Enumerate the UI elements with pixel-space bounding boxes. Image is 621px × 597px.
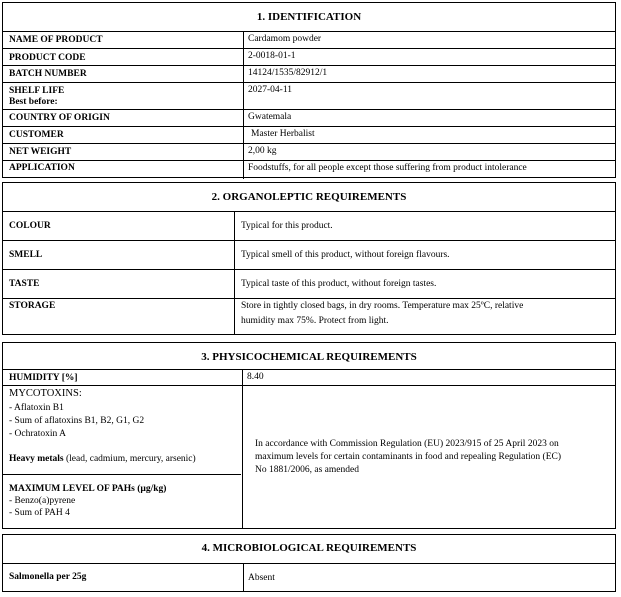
colour-label: COLOUR xyxy=(9,221,51,231)
physicochemical-title: 3. PHYSICOCHEMICAL REQUIREMENTS xyxy=(201,351,417,363)
customer-value: Master Herbalist xyxy=(251,129,315,139)
batch-number-value: 14124/1535/82912/1 xyxy=(248,68,328,78)
net-weight-label: NET WEIGHT xyxy=(9,147,72,157)
net-weight-value: 2,00 kg xyxy=(248,146,277,156)
storage-label: STORAGE xyxy=(9,301,56,311)
mycotoxin-item: - Sum of aflatoxins B1, B2, G1, G2 xyxy=(9,416,145,426)
smell-value: Typical smell of this product, without foreign flavours. xyxy=(241,250,450,260)
regulation-text-line2: maximum levels for certain contaminants in food and repealing Regulation (EC) xyxy=(255,452,562,462)
product-code-value: 2-0018-01-1 xyxy=(248,51,296,61)
customer-label: CUSTOMER xyxy=(9,130,64,140)
batch-number-label: BATCH NUMBER xyxy=(9,69,87,79)
storage-value-line2: humidity max 75%. Protect from light. xyxy=(241,316,389,326)
organoleptic-title: 2. ORGANOLEPTIC REQUIREMENTS xyxy=(211,191,407,203)
best-before-label: Best before: xyxy=(9,97,58,107)
mycotoxin-item: - Aflatoxin B1 xyxy=(9,403,64,413)
identification-title: 1. IDENTIFICATION xyxy=(256,11,362,23)
regulation-text-line1: In accordance with Commission Regulation (EU) 2023/915 of 25 April 2023 on xyxy=(255,439,559,449)
microbiological-title: 4. MICROBIOLOGICAL REQUIREMENTS xyxy=(201,542,417,554)
product-code-label: PRODUCT CODE xyxy=(9,53,86,63)
storage-value-line1: Store in tightly closed bags, in dry rooms. Temperature max 25ºC, relative xyxy=(241,301,524,311)
microbiological-section xyxy=(2,534,616,592)
pah-item: - Benzo(a)pyrene xyxy=(9,496,76,506)
country-of-origin-value: Gwatemala xyxy=(248,112,292,122)
taste-value: Typical taste of this product, without foreign tastes. xyxy=(241,279,437,289)
application-value: Foodstuffs, for all people except those suffering from product intolerance xyxy=(248,163,527,173)
name-of-product-label: NAME OF PRODUCT xyxy=(9,35,103,45)
heavy-metals-label: Heavy metals xyxy=(9,454,64,464)
pah-label: MAXIMUM LEVEL OF PAHs (µg/kg) xyxy=(9,484,167,494)
colour-value: Typical for this product. xyxy=(241,221,333,231)
country-of-origin-label: COUNTRY OF ORIGIN xyxy=(9,113,110,123)
salmonella-value: Absent xyxy=(248,573,275,583)
heavy-metals-row xyxy=(9,453,196,465)
shelf-life-label: SHELF LIFE xyxy=(9,86,65,96)
organoleptic-section xyxy=(2,182,616,335)
mycotoxin-item: - Ochratoxin A xyxy=(9,429,66,439)
mycotoxins-label: MYCOTOXINS: xyxy=(9,388,82,399)
smell-label: SMELL xyxy=(9,250,43,260)
humidity-label: HUMIDITY [%] xyxy=(9,373,78,383)
salmonella-label: Salmonella per 25g xyxy=(9,572,87,582)
humidity-value: 8.40 xyxy=(247,372,264,382)
identification-section xyxy=(2,2,616,178)
application-label: APPLICATION xyxy=(9,163,75,173)
shelf-life-value: 2027-04-11 xyxy=(248,85,292,95)
taste-label: TASTE xyxy=(9,279,40,289)
physicochemical-section xyxy=(2,342,616,529)
pah-item: - Sum of PAH 4 xyxy=(9,508,70,518)
name-of-product-value: Cardamom powder xyxy=(248,34,322,44)
regulation-text-line3: No 1881/2006, as amended xyxy=(255,465,359,475)
heavy-metals-detail: (lead, cadmium, mercury, arsenic) xyxy=(63,454,196,464)
